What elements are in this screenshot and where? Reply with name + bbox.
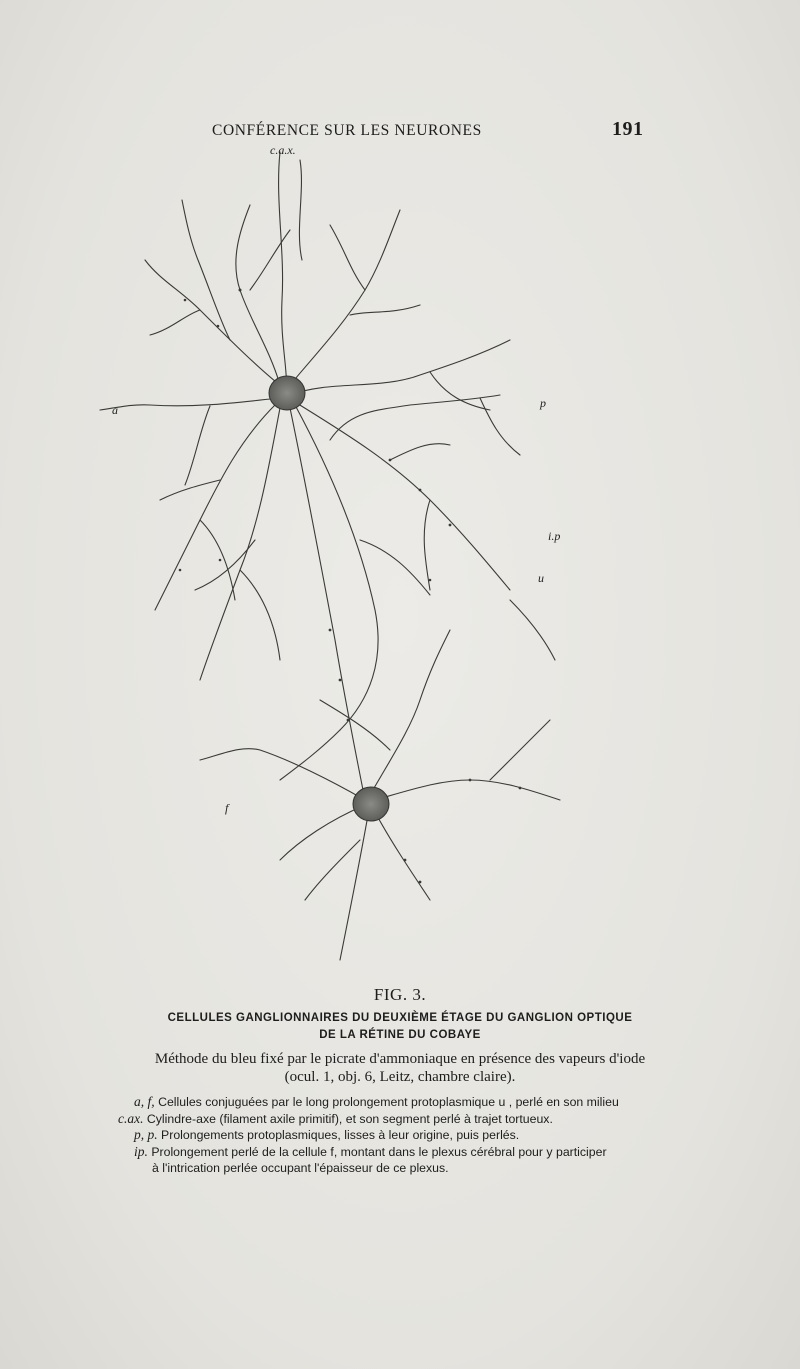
neuron-drawing	[90, 140, 650, 990]
label-ip: i.p	[548, 529, 561, 543]
label-c-ax: c.a.x.	[270, 143, 296, 157]
legend-item	[118, 1094, 658, 1111]
caption-title-line-1: CELLULES GANGLIONNAIRES DU DEUXIÈME ÉTAGE DU GANGLION OPTIQUE	[167, 1012, 633, 1024]
page-number: 191	[612, 118, 644, 140]
cell-f-soma	[353, 787, 389, 821]
figure-legend	[118, 1094, 658, 1177]
legend-text: Prolongement perlé de la cellule f, montant dans le plexus cérébral pour y participer	[151, 1144, 607, 1159]
method-line-1: Méthode du bleu fixé par le picrate d'ammoniaque en présence des vapeurs d'iode	[154, 1051, 646, 1067]
legend-continuation: à l'intrication perlée occupant l'épaisseur de ce plexus.	[152, 1161, 449, 1175]
neuron-illustration	[90, 140, 650, 990]
legend-key: ip.	[134, 1143, 148, 1159]
legend-text: Cylindre-axe (filament axile primitif), et son segment perlé à trajet tortueux.	[146, 1111, 553, 1126]
dendrites	[100, 152, 560, 960]
label-f: f	[225, 801, 229, 815]
method-line-2: (ocul. 1, obj. 6, Leitz, chambre claire).	[284, 1069, 516, 1085]
legend-key: a, f,	[134, 1094, 155, 1109]
figure-number: FIG. 3.	[373, 985, 427, 1004]
legend-item	[118, 1111, 658, 1128]
running-title: CONFÉRENCE SUR LES NEURONES	[212, 122, 482, 139]
legend-text: Cellules conjuguées par le long prolongement protoplasmique u , perlé en son milieu	[158, 1095, 619, 1109]
legend-item	[118, 1144, 658, 1161]
label-a: a	[112, 403, 118, 417]
perles	[179, 289, 522, 884]
legend-item	[118, 1127, 658, 1144]
legend-text: Prolongements protoplasmiques, lisses à leur origine, puis perlés.	[161, 1128, 520, 1142]
legend-key: c.ax.	[118, 1110, 144, 1126]
caption-title-line-2: DE LA RÉTINE DU COBAYE	[319, 1029, 481, 1041]
label-p: p	[540, 396, 546, 410]
legend-key: p, p.	[134, 1127, 158, 1142]
cell-a-soma	[269, 376, 305, 410]
label-u: u	[538, 571, 544, 585]
